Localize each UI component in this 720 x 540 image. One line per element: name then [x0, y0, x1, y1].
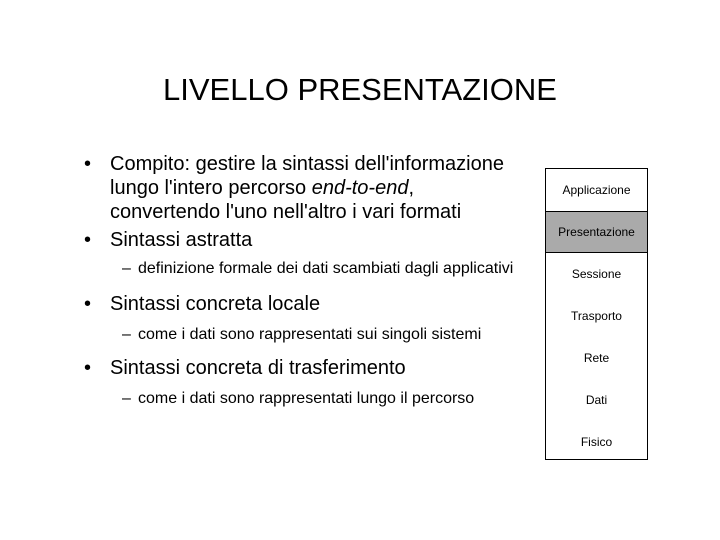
osi-layer-trasporto: Trasporto — [571, 309, 622, 323]
slide-title: LIVELLO PRESENTAZIONE — [163, 72, 557, 107]
sub-bullet-sintassi-concreta-trasferimento — [84, 390, 524, 408]
bullet-marker: • — [84, 153, 92, 175]
bullet-sintassi-concreta-trasferimento — [84, 356, 524, 380]
osi-layer-rete: Rete — [583, 351, 610, 365]
bullet-marker: • — [84, 229, 92, 251]
sub-bullet-text: come i dati sono rappresentati lungo il percorso — [138, 390, 475, 407]
bullet-compito-text-italic: end-to-end — [311, 177, 409, 199]
sub-bullet-sintassi-astratta — [84, 260, 524, 278]
bullet-sintassi-astratta — [84, 228, 524, 252]
dash-marker: – — [122, 326, 131, 343]
osi-layer-stack — [545, 168, 648, 460]
bullet-marker: • — [84, 293, 92, 315]
osi-layer-presentazione: Presentazione — [546, 211, 647, 253]
osi-layer-sessione: Sessione — [571, 267, 622, 281]
bullet-compito-text-a: Compito: gestire la sintassi dell'informazione lungo l'intero percorso — [110, 153, 504, 199]
osi-layer-fisico: Fisico — [580, 435, 613, 449]
bullet-text: Sintassi astratta — [110, 229, 253, 251]
osi-layer-applicazione: Applicazione — [562, 183, 631, 197]
slide-content — [84, 152, 524, 408]
dash-marker: – — [122, 260, 131, 277]
dash-marker: – — [122, 390, 131, 407]
sub-bullet-text: come i dati sono rappresentati sui singoli sistemi — [138, 326, 482, 343]
sub-bullet-text: definizione formale dei dati scambiati dagli applicativi — [138, 260, 514, 277]
bullet-sintassi-concreta-locale — [84, 292, 524, 316]
bullet-compito-text-b: , convertendo l'uno nell'altro i vari formati — [110, 177, 462, 223]
bullet-marker: • — [84, 357, 92, 379]
bullet-compito — [84, 152, 524, 224]
osi-layer-dati: Dati — [585, 393, 608, 407]
bullet-text: Sintassi concreta di trasferimento — [110, 357, 406, 379]
bullet-text: Sintassi concreta locale — [110, 293, 321, 315]
sub-bullet-sintassi-concreta-locale — [84, 326, 524, 344]
